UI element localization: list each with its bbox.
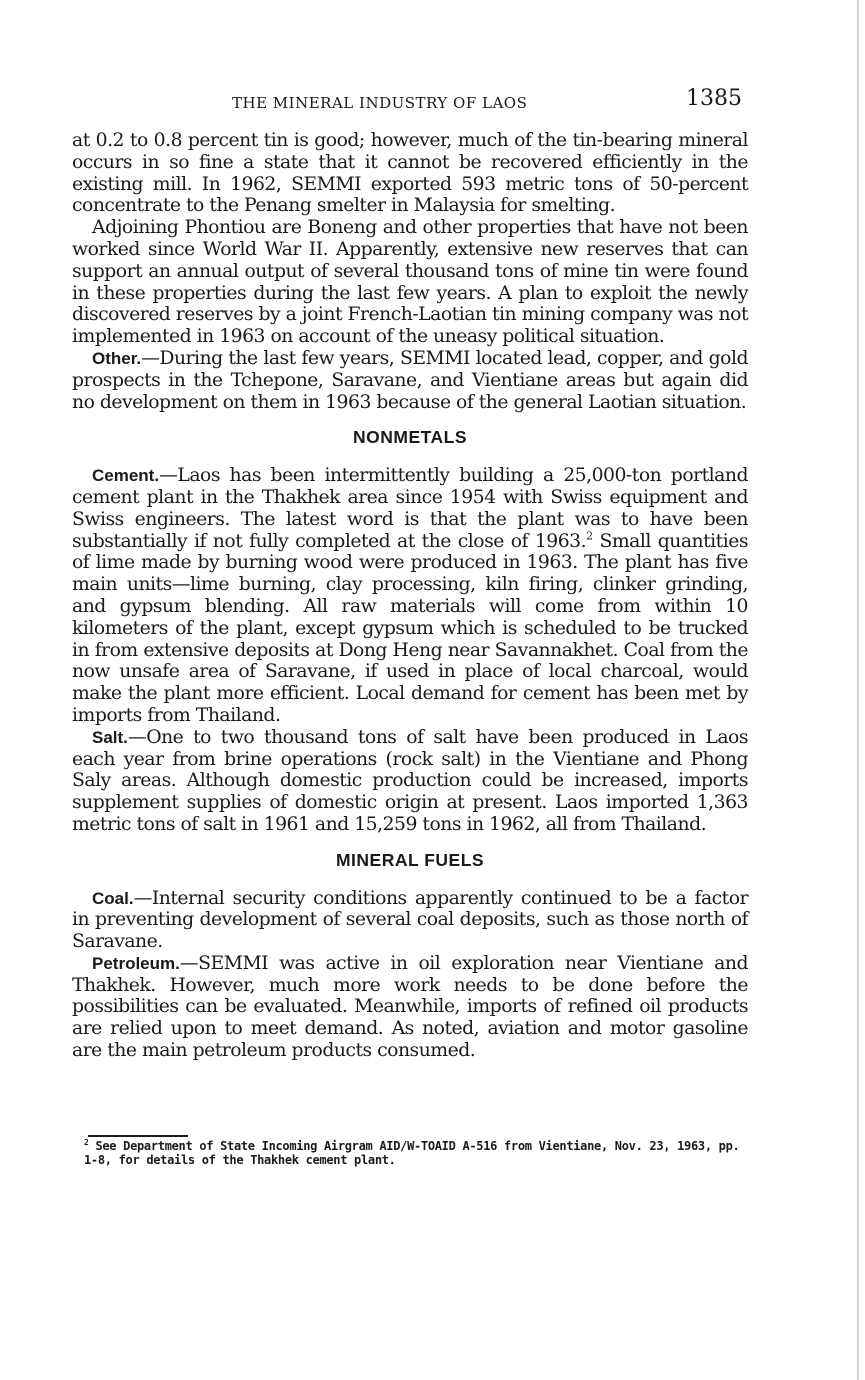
footnote-text: See Department of State Incoming Airgram AID/W-TOAID A-516 from Vientiane, Nov. 23, 1963, pp. 1-8, for details of the Thakhek cement plant.: [84, 1139, 740, 1167]
page-number: 1385: [686, 86, 742, 111]
footnote: [84, 1139, 756, 1167]
footnote-rule: [88, 1135, 188, 1137]
paragraph-petroleum-text: —SEMMI was active in oil exploration near Vientiane and Thakhek. However, much more work needs to be done before the possibilities can be evaluated. Meanwhile, imports of refined oil products are relied upon to meet demand. As noted, aviation and motor gasoline are the main petroleum products consumed.: [72, 952, 748, 1062]
body-text: [72, 130, 748, 1062]
paragraph-other: [72, 348, 748, 413]
paragraph-other-text: —During the last few years, SEMMI located lead, copper, and gold prospects in the Tchepone, Saravane, and Vientiane areas but again did no development on them in 1963 because of the general Laotian situation.: [72, 347, 748, 413]
paragraph-boneng: Adjoining Phontiou are Boneng and other properties that have not been worked since World War II. Apparently, extensive new reserves that can support an annual output of several thousand tons of mine tin were found in these properties during the last few years. A plan to exploit the newly discovered reserves by a joint French-Laotian tin mining company was not implemented in 1963 on account of the uneasy political situation.: [72, 217, 748, 348]
paragraph-salt-text: —One to two thousand tons of salt have been produced in Laos each year from brine operations (rock salt) in the Vientiane and Phong Saly areas. Although domestic production could be increased, imports supplement supplies of domestic origin at present. Laos imported 1,363 metric tons of salt in 1961 and 15,259 tons in 1962, all from Thailand.: [72, 726, 748, 835]
footnote-reference: 2: [586, 529, 593, 543]
section-heading-mineral-fuels: MINERAL FUELS: [335, 849, 485, 870]
paragraph-petroleum: [72, 953, 748, 1062]
paragraph-cement: [72, 465, 748, 727]
run-in-heading-coal: Coal.: [92, 888, 134, 908]
paragraph-coal-text: —Internal security conditions apparently continued to be a factor in preventing development of several coal deposits, such as those north of Saravane.: [72, 887, 748, 953]
run-in-heading-cement: Cement.: [92, 466, 160, 486]
page-edge-line: [857, 0, 859, 1380]
paragraph-salt: [72, 727, 748, 836]
running-title: THE MINERAL INDUSTRY OF LAOS: [232, 94, 528, 112]
run-in-heading-other: Other.: [92, 348, 142, 368]
page-header: [72, 86, 742, 116]
footnote-marker: 2: [84, 1138, 89, 1147]
paragraph-cement-text-2: Small quantities of lime made by burning wood were produced in 1963. The plant has five main units—lime burning, clay processing, kiln firing, clinker grinding, and gypsum blending. All raw materials will come from within 10 kilometers of the plant, except gypsum which is scheduled to be trucked in from extensive deposits at Dong Heng near Savannakhet. Coal from the now unsafe area of Saravane, if used in place of local charcoal, would make the plant more efficient. Local demand for cement has been met by imports from Thailand.: [72, 530, 748, 726]
run-in-heading-petroleum: Petroleum.: [92, 953, 180, 973]
run-in-heading-salt: Salt.: [92, 727, 128, 747]
section-heading-nonmetals: NONMETALS: [352, 427, 468, 448]
paragraph-tin-grade: at 0.2 to 0.8 percent tin is good; however, much of the tin-bearing mineral occurs in so fine a state that it cannot be recovered efficiently in the existing mill. In 1962, SEMMI exported 593 metric tons of 50-percent concentrate to the Penang smelter in Malaysia for smelting.: [72, 130, 748, 217]
paragraph-cement-text: —Laos has been intermittently building a 25,000-ton portland cement plant in the Thakhek area since 1954 with Swiss equipment and Swiss engineers. The latest word is that the plant was to have been substantially if not fully completed at the close of 1963.: [72, 465, 748, 552]
paragraph-coal: [72, 888, 748, 953]
